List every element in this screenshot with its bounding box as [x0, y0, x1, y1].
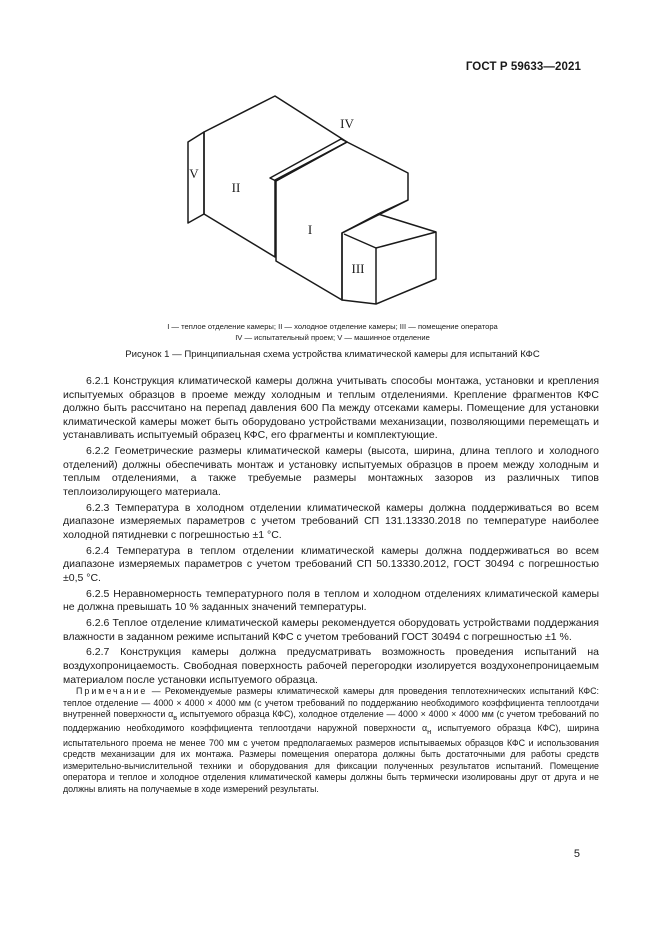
body-text	[63, 375, 599, 689]
test-opening-outline	[270, 139, 347, 181]
label-i: I	[307, 222, 313, 237]
paragraph-6-2-7: 6.2.7 Конструкция камеры должна предусматривать возможность проведения испытаний на воздухопроницаемость. Свободная поверхность рабочей перегородки изолируется воздухонепроницаемым материалом после установки испытуемого образца.	[63, 646, 599, 686]
page-number: 5	[573, 848, 580, 860]
note-sub-1: в	[173, 712, 178, 722]
note-text-3: испытуемого образца КФС), ширина испытательного проема не менее 700 мм с учетом предполагаемых размеров испытываемых образцов КФС и использования средств механизации для их монтажа. Размеры помещения оператора должны быть достаточными для работы средств измерительно-вычислительной техники и оборудования для фиксации полученных результатов испытаний. Помещение оператора и теплое и холодное отделения климатической камеры должны быть термически изолированы друг от друга и не должны влиять на получаемые в ходе измерений результаты.	[63, 723, 600, 794]
paragraph-6-2-6: 6.2.6 Теплое отделение климатической камеры рекомендуется оборудовать устройствами поддержания влажности в заданном режиме испытаний КФС с учетом требований ГОСТ 30494 с погрешностью ±1 %.	[63, 617, 599, 643]
note-sub-2: н	[427, 727, 432, 737]
note-text-1: — Рекомендуемые размеры климатической камеры для проведения теплотехнических испытаний КФС: теплое отделение — 4000 × 4000 × 4000 мм (с учетом требований по поддержанию необходимого коэффициента теплоотдачи внутренней поверхности α	[63, 686, 599, 719]
paragraph-6-2-4: 6.2.4 Температура в теплом отделении климатической камеры должна поддерживаться во всем диапазоне измеряемых параметров с учетом требований СП 50.13330.2012, ГОСТ 30494 с погрешностью ±0,5 °С.	[63, 544, 599, 584]
label-v: V	[189, 166, 199, 181]
figure-legend-line-1: I — теплое отделение камеры; II — холодное отделение камеры; III — помещение оператора	[167, 322, 498, 331]
label-iv: IV	[340, 116, 354, 131]
chamber-diagram	[170, 92, 480, 316]
climate-chamber-figure	[170, 92, 480, 316]
label-ii: II	[231, 180, 241, 195]
paragraph-6-2-3: 6.2.3 Температура в холодном отделении климатической камеры должна поддерживаться во всем диапазоне измеряемых параметров с учетом требований СП 131.13330.2018 по температуре наиболее холодной пятидневки с погрешностью ±1 °С.	[63, 501, 599, 541]
document-header: ГОСТ Р 59633—2021	[465, 61, 581, 73]
label-iii: III	[351, 261, 365, 276]
paragraph-6-2-5: 6.2.5 Неравномерность температурного поля в теплом и холодном отделениях климатической камеры не должна превышать 10 % заданных значений температуры.	[63, 587, 599, 614]
figure-caption: Рисунок 1 — Принципиальная схема устройства климатической камеры для испытаний КФС	[125, 349, 540, 360]
note-text-2: испытуемого образца КФС), холодное отделение — 4000 × 4000 × 4000 мм (с учетом требований по поддержанию необходимого коэффициента теплоотдачи наружной поверхности α	[63, 709, 599, 734]
note-block	[63, 686, 599, 795]
operator-room-outline	[342, 214, 436, 304]
paragraph-6-2-1: 6.2.1 Конструкция климатической камеры должна учитывать способы монтажа, установки и крепления испытуемых образцов в проеме между холодным и теплым отделениями. Крепление фрагментов КФС должно быть рассчитано на перепад давления 600 Па между отсеками камеры. Помещение для установки климатической камеры может быть оборудовано устройствами механизации, позволяющими перемещать и устанавливать испытуемый образец КФС, его фрагменты и комплектующие.	[63, 375, 599, 442]
paragraph-6-2-2: 6.2.2 Геометрические размеры климатической камеры (высота, ширина, длина теплого и холодного отделений) должны обеспечивать монтаж и установку испытуемых образцов в проем между холодным и теплым отделениями, а также требуемые размеры монтажных зазоров из различных типов теплоизолирующего материала.	[63, 445, 599, 498]
figure-legend-line-2: IV — испытательный проем; V — машинное отделение	[235, 333, 430, 342]
note-label: Примечание	[76, 686, 148, 696]
